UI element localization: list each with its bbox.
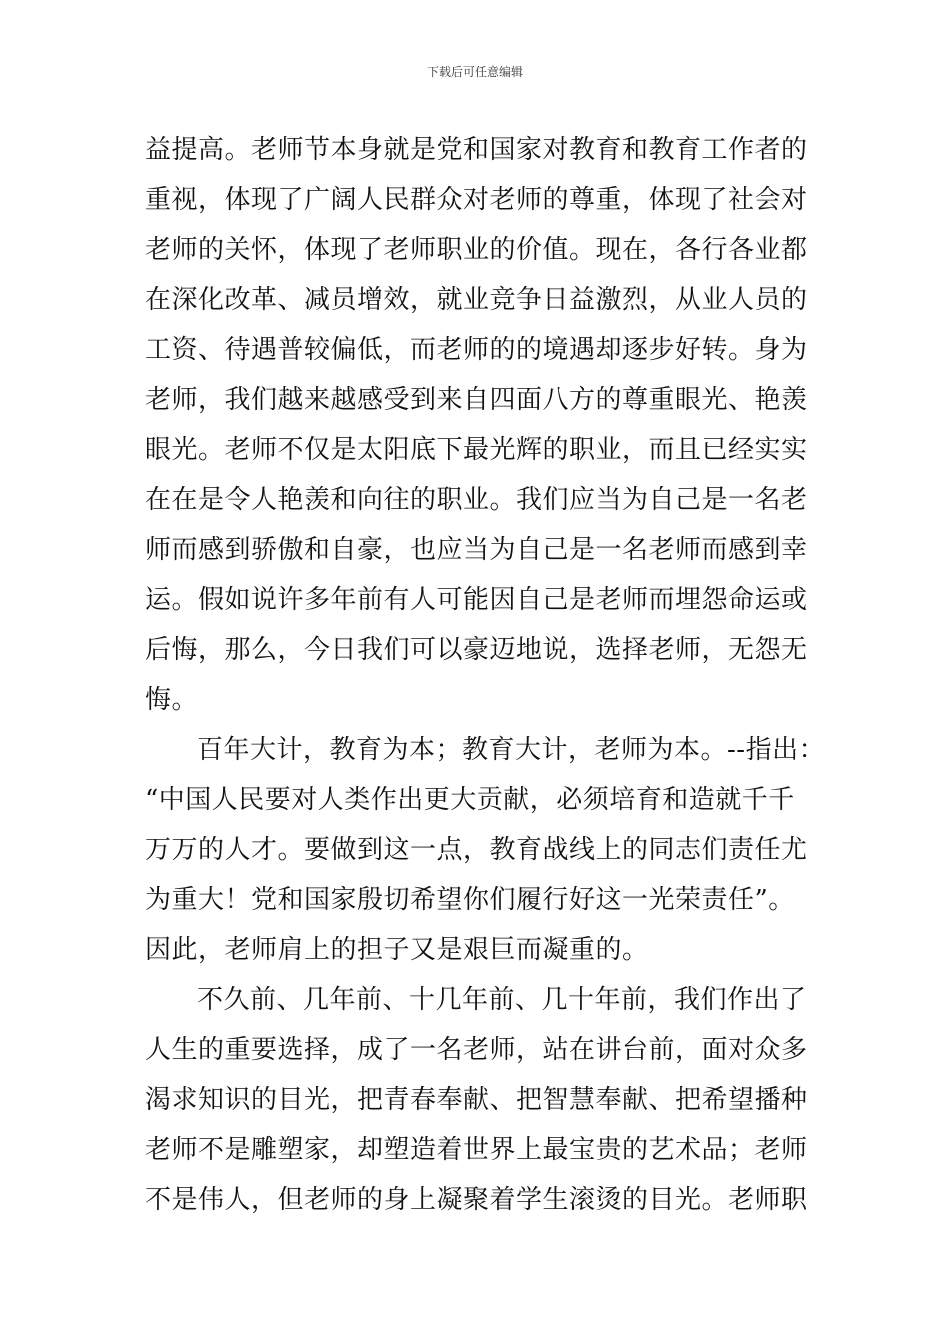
text-line: 师而感到骄傲和自豪，也应当为自己是一名老师而感到幸: [145, 535, 808, 565]
text-line: 运。假如说许多年前有人可能因自己是老师而埋怨命运或: [145, 585, 808, 615]
text-line: 益提高。老师节本身就是党和国家对教育和教育工作者的: [145, 135, 808, 165]
paragraph-2: [145, 725, 826, 975]
text-line: 为重大！党和国家殷切希望你们履行好这一光荣责任”。: [145, 885, 795, 915]
text-line: 老师不是雕塑家，却塑造着世界上最宝贵的艺术品；老师: [145, 1135, 808, 1165]
text-line: 万万的人才。要做到这一点，教育战线上的同志们责任尤: [145, 835, 808, 865]
text-line: 重视，体现了广阔人民群众对老师的尊重，体现了社会对: [145, 185, 808, 215]
text-line: 老师，我们越来越感受到来自四面八方的尊重眼光、艳羡: [145, 385, 808, 415]
text-line: 后悔，那么，今日我们可以豪迈地说，选择老师，无怨无: [145, 635, 808, 665]
text-line: 在在是令人艳羡和向往的职业。我们应当为自己是一名老: [145, 485, 808, 515]
text-line: 渴求知识的目光，把青春奉献、把智慧奉献、把希望播种: [145, 1085, 808, 1115]
text-line: 不久前、几年前、十几年前、几十年前，我们作出了: [197, 985, 807, 1015]
document-body: [145, 125, 826, 1225]
text-line: “中国人民要对人类作出更大贡献，必须培育和造就千千: [145, 785, 795, 815]
text-line: 因此，老师肩上的担子又是艰巨而凝重的。: [145, 935, 649, 965]
text-line: 百年大计，教育为本；教育大计，老师为本。--指出：: [197, 735, 826, 765]
text-line: 不是伟人，但老师的身上凝聚着学生滚烫的目光。老师职: [145, 1185, 808, 1215]
text-line: 工资、待遇普较偏低，而老师的的境遇却逐步好转。身为: [145, 335, 808, 365]
text-line: 老师的关怀，体现了老师职业的价值。现在，各行各业都: [145, 235, 808, 265]
text-line: 人生的重要选择，成了一名老师，站在讲台前，面对众多: [145, 1035, 808, 1065]
text-line: 在深化改革、减员增效，就业竞争日益激烈，从业人员的: [145, 285, 808, 315]
paragraph-1: [145, 125, 815, 725]
paragraph-3: [145, 975, 815, 1225]
page-header: 下载后可任意编辑: [426, 65, 523, 79]
text-line: 眼光。老师不仅是太阳底下最光辉的职业，而且已经实实: [145, 435, 808, 465]
text-line: 悔。: [145, 685, 199, 715]
